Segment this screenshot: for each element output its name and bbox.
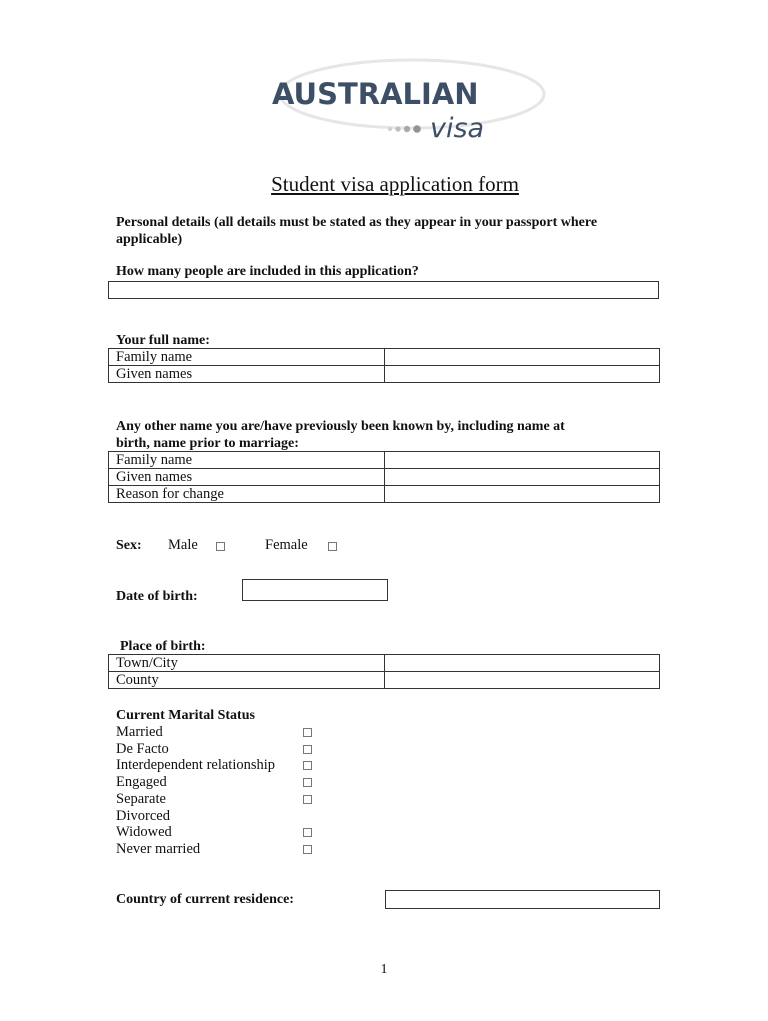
male-checkbox[interactable] <box>216 542 225 551</box>
marital-option-label: De Facto <box>116 740 169 757</box>
table-row <box>109 366 660 383</box>
table-row <box>109 486 660 503</box>
other-family-name-field[interactable] <box>385 452 660 469</box>
town-city-field[interactable] <box>385 655 660 672</box>
given-names-field[interactable] <box>385 366 660 383</box>
list-item <box>116 841 316 857</box>
full-name-table <box>108 348 660 383</box>
town-city-label: Town/City <box>109 655 385 672</box>
list-item <box>116 724 316 740</box>
people-count-field[interactable] <box>108 281 659 299</box>
australian-visa-logo <box>262 52 602 152</box>
place-of-birth-table <box>108 654 660 689</box>
county-label: County <box>109 672 385 689</box>
list-item <box>116 824 316 840</box>
county-field[interactable] <box>385 672 660 689</box>
marital-option-label: Never married <box>116 840 201 857</box>
family-name-label: Family name <box>109 349 385 366</box>
place-of-birth-heading: Place of birth: <box>120 639 206 654</box>
full-name-heading: Your full name: <box>116 333 210 348</box>
logo-word-australian: AUSTRALIAN <box>272 77 479 111</box>
given-names-label: Given names <box>109 366 385 383</box>
marital-option-label: Interdependent relationship <box>116 757 276 774</box>
marital-option-checkbox[interactable] <box>303 828 312 837</box>
list-item <box>116 791 316 807</box>
people-count-question: How many people are included in this application? <box>116 264 419 279</box>
family-name-field[interactable] <box>385 349 660 366</box>
personal-details-heading-line1: Personal details (all details must be stated as they appear in your passport where <box>116 215 598 230</box>
marital-option-label: Divorced <box>116 807 170 824</box>
list-item <box>116 808 316 824</box>
list-item <box>116 757 316 773</box>
list-item <box>116 741 316 757</box>
other-name-table <box>108 451 660 503</box>
residence-field[interactable] <box>385 890 660 909</box>
marital-option-checkbox[interactable] <box>303 845 312 854</box>
reason-for-change-field[interactable] <box>385 486 660 503</box>
marital-option-label: Widowed <box>116 824 172 841</box>
other-given-names-field[interactable] <box>385 469 660 486</box>
marital-option-checkbox[interactable] <box>303 728 312 737</box>
table-row <box>109 672 660 689</box>
form-title: Student visa application form <box>271 172 519 196</box>
personal-details-heading-line2: applicable) <box>116 232 183 247</box>
logo-word-visa: visa <box>430 113 485 144</box>
sex-label: Sex: <box>116 538 142 553</box>
sex-option-male-label: Male <box>168 537 198 553</box>
list-item <box>116 774 316 790</box>
date-of-birth-field[interactable] <box>242 579 388 601</box>
marital-option-checkbox[interactable] <box>303 795 312 804</box>
table-row <box>109 655 660 672</box>
table-row <box>109 452 660 469</box>
table-row <box>109 469 660 486</box>
marital-option-checkbox[interactable] <box>303 761 312 770</box>
marital-option-checkbox[interactable] <box>303 778 312 787</box>
other-name-heading-line1: Any other name you are/have previously been known by, including name at <box>116 419 565 434</box>
sex-option-female-label: Female <box>265 537 308 553</box>
female-checkbox[interactable] <box>328 542 337 551</box>
date-of-birth-label: Date of birth: <box>116 589 198 604</box>
other-given-names-label: Given names <box>109 469 385 486</box>
marital-status-heading: Current Marital Status <box>116 708 255 723</box>
reason-for-change-label: Reason for change <box>109 486 385 503</box>
marital-option-label: Married <box>116 724 163 740</box>
other-name-heading-line2: birth, name prior to marriage: <box>116 436 299 451</box>
other-family-name-label: Family name <box>109 452 385 469</box>
marital-option-checkbox[interactable] <box>303 745 312 754</box>
page-number: 1 <box>380 962 388 977</box>
marital-option-label: Separate <box>116 790 166 807</box>
marital-option-label: Engaged <box>116 774 167 791</box>
residence-label: Country of current residence: <box>116 892 294 907</box>
table-row <box>109 349 660 366</box>
